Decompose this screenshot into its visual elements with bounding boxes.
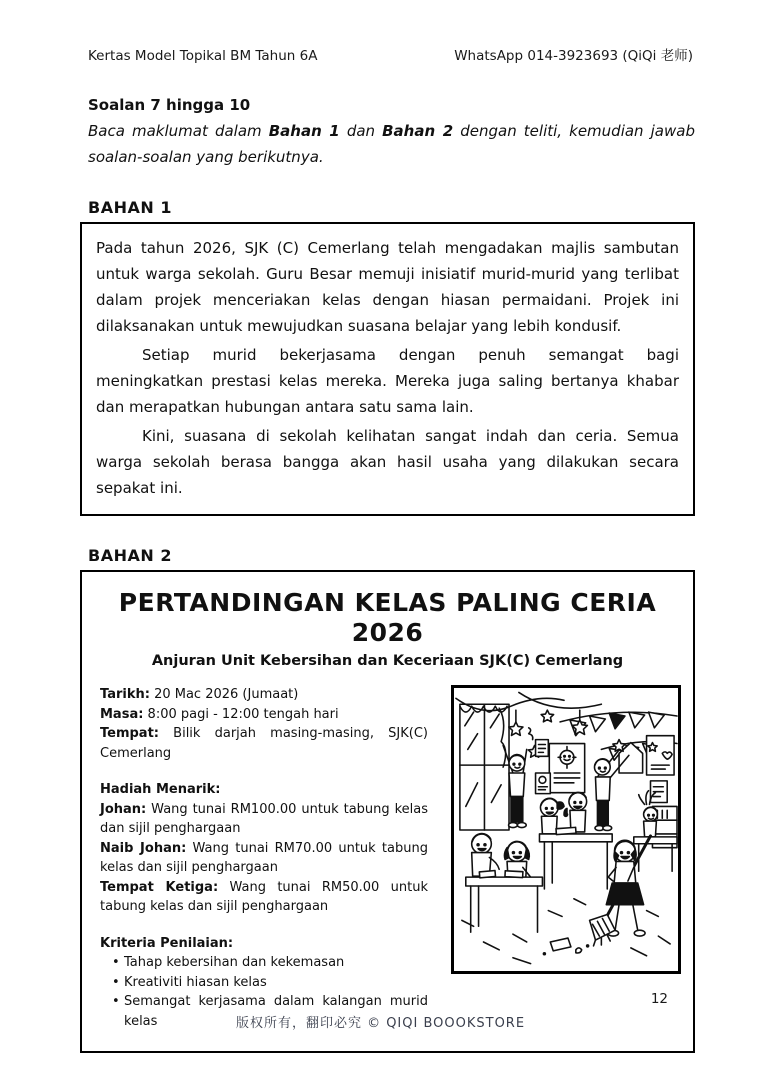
- instruction-bold-bahan1: Bahan 1: [268, 122, 340, 140]
- classroom-illustration: [451, 685, 681, 974]
- poster-details: [100, 685, 428, 1031]
- prize-label: Naib Johan:: [100, 840, 187, 856]
- poster-title: PERTANDINGAN KELAS PALING CERIA 2026: [118, 588, 657, 647]
- bahan1-paragraph-2: Setiap murid bekerjasama dengan penuh semangat bagi meningkatkan prestasi kelas mereka. Mereka juga saling bertanya khabar dan merapatkan hubungan antara satu sama lain.: [96, 346, 679, 416]
- instruction-part: dengan teliti, kemudian jawab soalan-soalan yang berikutnya.: [88, 122, 695, 166]
- bahan1-box: [80, 222, 695, 516]
- page-number: 12: [650, 991, 668, 1007]
- prize-value: Wang tunai RM50.00 untuk tabung kelas dan sijil penghargaan: [100, 879, 428, 914]
- instruction-text: [88, 118, 695, 170]
- detail-value: 8:00 pagi - 12:00 tengah hari: [143, 706, 339, 722]
- prize-value: Wang tunai RM100.00 untuk tabung kelas dan sijil penghargaan: [100, 801, 428, 836]
- detail-label: Tempat:: [100, 726, 159, 741]
- spacer: [100, 917, 428, 934]
- prize-label: Johan:: [100, 801, 147, 817]
- poster-subtitle: Anjuran Unit Kebersihan dan Keceriaan SJK(C) Cemerlang: [151, 653, 624, 669]
- classroom-illustration-svg: [454, 688, 678, 971]
- bahan2-box: [80, 570, 695, 1053]
- detail-value: 20 Mac 2026 (Jumaat): [149, 687, 299, 702]
- bahan2-label: BAHAN 2: [88, 546, 172, 565]
- header-left-title: Kertas Model Topikal BM Tahun 6A: [88, 48, 318, 64]
- prize-label: Tempat Ketiga:: [100, 879, 219, 895]
- bahan1-label: BAHAN 1: [88, 198, 172, 217]
- detail-masa: [100, 705, 428, 725]
- question-range-title: Soalan 7 hingga 10: [88, 96, 251, 114]
- spacer: [100, 763, 428, 780]
- prize-johan: [100, 800, 428, 839]
- criteria-item: • Tahap kebersihan dan kekemasan: [112, 953, 428, 973]
- detail-label: Masa:: [100, 706, 144, 722]
- bahan1-paragraph-3: Kini, suasana di sekolah kelihatan sangat indah dan ceria. Semua warga sekolah berasa bangga akan hasil usaha yang dilakukan secara sepakat ini.: [96, 427, 679, 497]
- detail-tarikh: [100, 685, 428, 705]
- instruction-bold-bahan2: Bahan 2: [382, 122, 454, 140]
- prize-value: Wang tunai RM70.00 untuk tabung kelas dan sijil penghargaan: [100, 840, 428, 875]
- prize-tempat-ketiga: [100, 878, 428, 917]
- criteria-item: • Kreativiti hiasan kelas: [112, 973, 428, 993]
- instruction-part: Baca maklumat dalam: [88, 122, 269, 140]
- bahan1-paragraph-1: Pada tahun 2026, SJK (C) Cemerlang telah mengadakan majlis sambutan untuk warga sekolah. Guru Besar memuji inisiatif murid-murid yang terlibat dalam projek menceriakan kelas dengan hiasan permaidani. Projek ini dilaksanakan untuk mewujudkan suasana belajar yang lebih kondusif.: [96, 239, 679, 335]
- copyright-footer: 版权所有，翻印必究 © QIQI BOOOKSTORE: [235, 1016, 526, 1031]
- instruction-part: dan: [339, 122, 383, 140]
- page-header: [80, 44, 695, 64]
- header-right-contact: WhatsApp 014-3923693 (QiQi 老师): [454, 48, 693, 64]
- detail-value: Bilik darjah masing-masing, SJK(C) Cemerlang: [100, 726, 428, 761]
- criteria-item: • Semangat kerjasama dalam kalangan murid kelas: [112, 992, 428, 1031]
- criteria-heading: Kriteria Penilaian:: [100, 935, 234, 951]
- prizes-heading: Hadiah Menarik:: [100, 782, 221, 797]
- prize-naib-johan: [100, 839, 428, 878]
- detail-tempat: [100, 724, 428, 763]
- detail-label: Tarikh:: [100, 687, 150, 702]
- poster-body: [82, 669, 693, 1031]
